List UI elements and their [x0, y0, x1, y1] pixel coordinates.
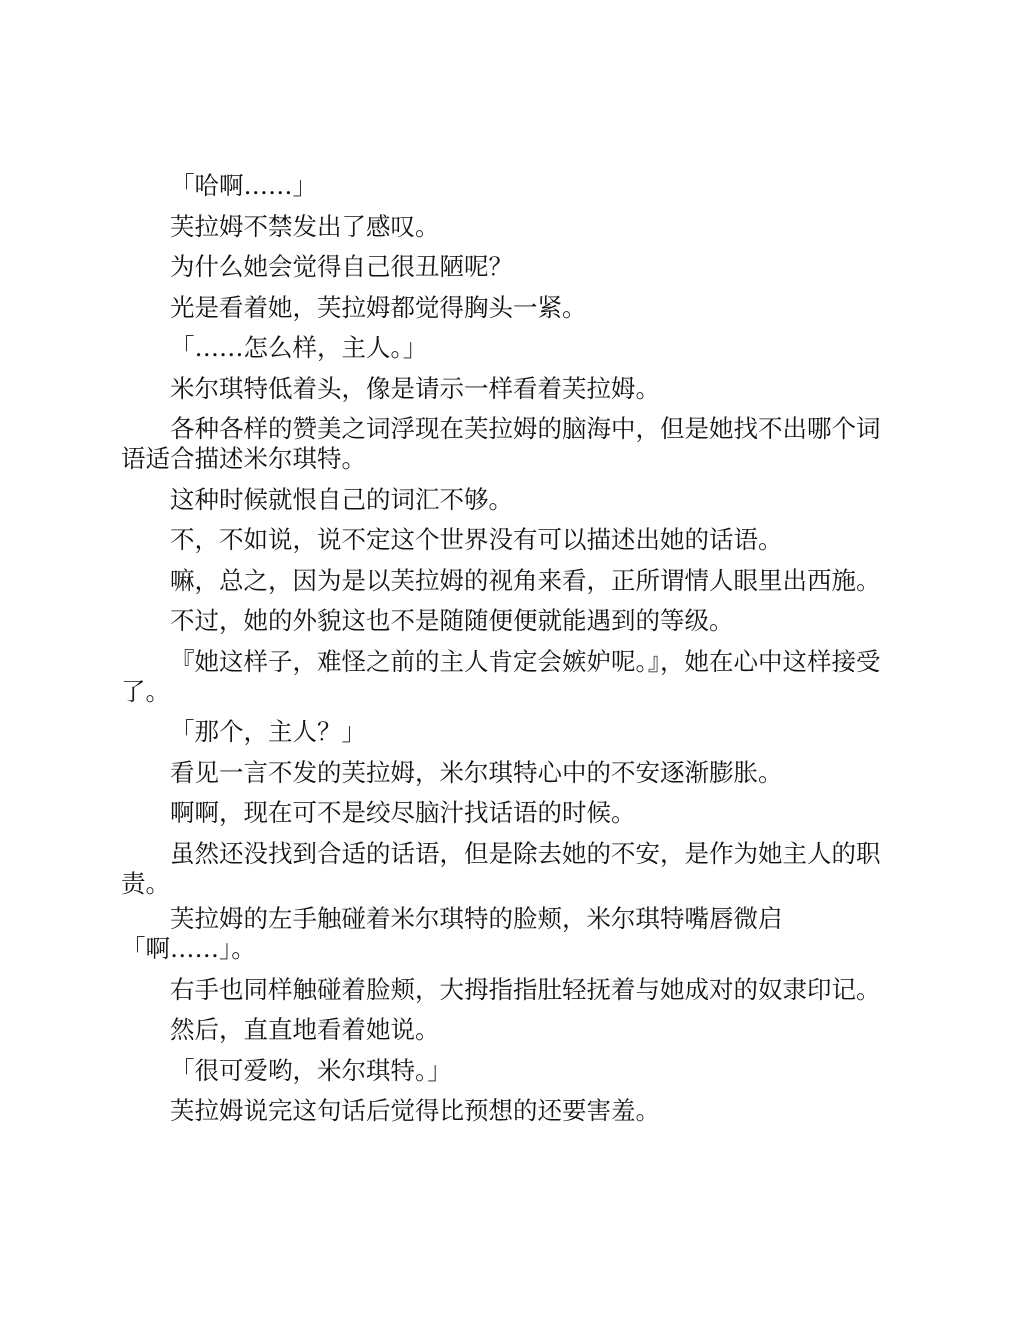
paragraph: 芙拉姆的左手触碰着米尔琪特的脸颊，米尔琪特嘴唇微启「啊……」。	[121, 904, 783, 963]
paragraph: 各种各样的赞美之词浮现在芙拉姆的脑海中，但是她找不出哪个词语适合描述米尔琪特。	[121, 414, 881, 473]
paragraph: 「很可爱哟，米尔琪特。」	[170, 1055, 452, 1085]
paragraph: 啊啊，现在可不是绞尽脑汁找话语的时候。	[170, 798, 636, 827]
paragraph: 不过，她的外貌这也不是随随便便就能遇到的等级。	[170, 606, 734, 635]
paragraph: 『她这样子，难怪之前的主人肯定会嫉妒呢。』，她在心中这样接受了。	[121, 646, 881, 706]
paragraph: 「那个，主人？」	[170, 717, 366, 746]
paragraph: 然后，直直地看着她说。	[170, 1015, 440, 1044]
paragraph: 芙拉姆不禁发出了感叹。	[170, 211, 440, 241]
paragraph: 「……怎么样，主人。」	[170, 333, 428, 362]
paragraph: 为什么她会觉得自己很丑陋呢？	[170, 252, 513, 281]
paragraph: 芙拉姆说完这句话后觉得比预想的还要害羞。	[170, 1096, 660, 1125]
paragraph: 看见一言不发的芙拉姆，米尔琪特心中的不安逐渐膨胀。	[170, 757, 783, 787]
paragraph: 光是看着她，芙拉姆都觉得胸头一紧。	[170, 292, 587, 322]
paragraph: 「哈啊……」	[170, 171, 317, 200]
paragraph: 这种时候就恨自己的词汇不够。	[170, 484, 513, 514]
paragraph: 不，不如说，说不定这个世界没有可以描述出她的话语。	[170, 525, 783, 554]
paragraph: 嘛，总之，因为是以芙拉姆的视角来看，正所谓情人眼里出西施。	[170, 565, 881, 595]
paragraph: 米尔琪特低着头，像是请示一样看着芙拉姆。	[170, 373, 660, 403]
paragraph: 右手也同样触碰着脸颊，大拇指指肚轻抚着与她成对的奴隶印记。	[170, 974, 881, 1004]
paragraph: 虽然还没找到合适的话语，但是除去她的不安，是作为她主人的职责。	[121, 838, 881, 898]
document-body	[121, 166, 899, 1132]
